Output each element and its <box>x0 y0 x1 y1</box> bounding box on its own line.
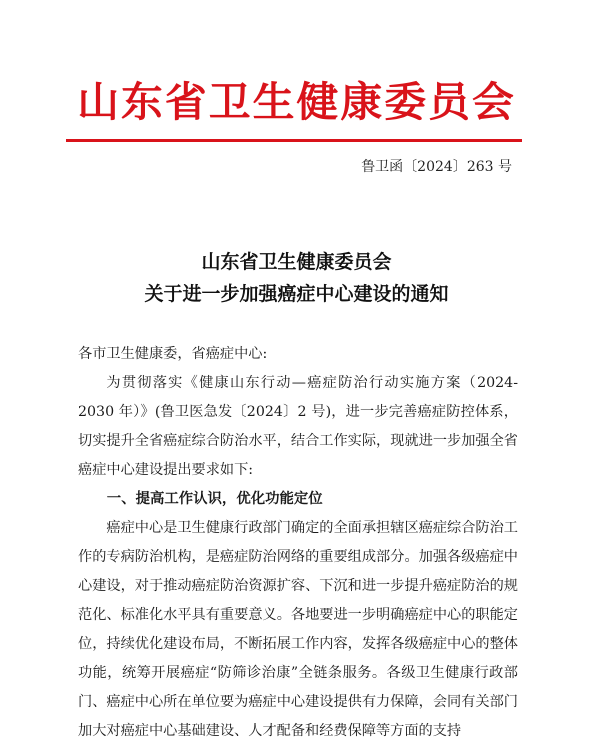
red-divider-line <box>66 139 522 142</box>
document-body <box>78 340 518 746</box>
document-number: 鲁卫函〔2024〕263 号 <box>361 159 512 175</box>
paragraph-section-1: 癌症中心是卫生健康行政部门确定的全面承担辖区癌症综合防治工作的专病防治机构，是癌症防治网络的重要组成部分。加强各级癌症中心建设，对于推动癌症防治资源扩容、下沉和进一步提升癌症防治的规范化、标准化水平具有重要意义。各地要进一步明确癌症中心的职能定位，持续优化建设布局，不断拓展工作内容，发挥各级癌症中心的整体功能，统筹开展癌症“防筛诊治康”全链条服务。各级卫生健康行政部门、癌症中心所在单位要为癌症中心建设提供有力保障，会同有关部门加大对癌症中心基础建设、人才配备和经费保障等方面的支持 <box>78 520 518 739</box>
salutation: 各市卫生健康委，省癌症中心: <box>78 346 268 362</box>
notice-title-line-1: 山东省卫生健康委员会 <box>201 251 392 273</box>
section-heading-1: 一、提高工作认识，优化功能定位 <box>106 491 323 507</box>
notice-title-line-2: 关于进一步加强癌症中心建设的通知 <box>144 283 449 305</box>
paragraph-intro: 为贯彻落实《健康山东行动—癌症防治行动实施方案（2024-2030 年）》(鲁卫医急发〔2024〕2 号)，进一步完善癌症防控体系，切实提升全省癌症综合防治水平，结合工作实际，现就进一步加强全省癌症中心建设提出要求如下: <box>78 375 518 478</box>
masthead-title: 山东省卫生健康委员会 <box>77 78 516 126</box>
